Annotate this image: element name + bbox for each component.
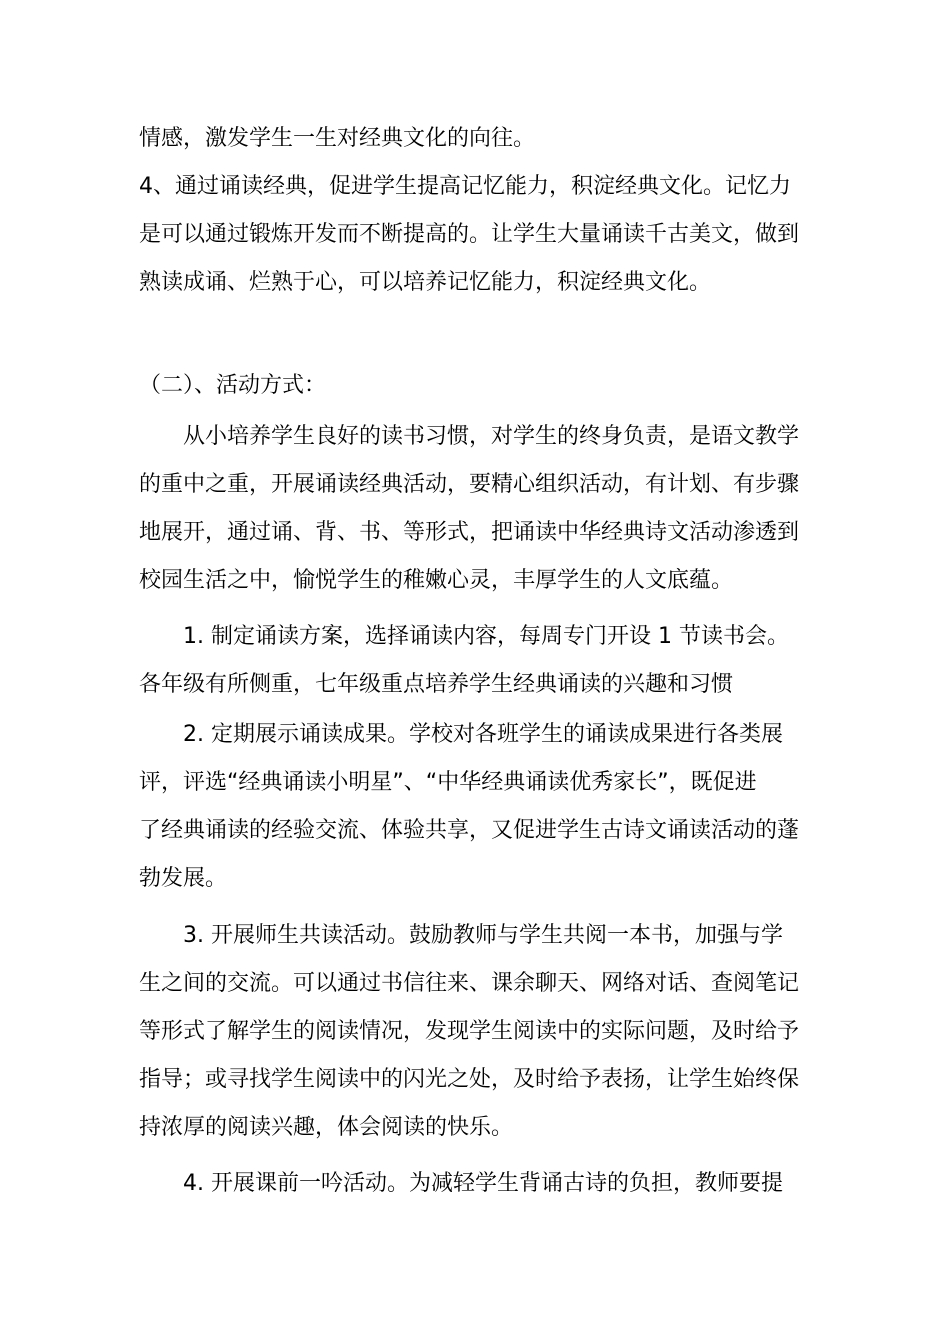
text-line: 了经典诵读的经验交流、体验共享，又促进学生古诗文诵读活动的蓬: [139, 818, 800, 843]
text-line: 勃发展。: [139, 866, 228, 891]
text-line: 3. 开展师生共读活动。鼓励教师与学生共阅一本书，加强与学: [183, 923, 783, 948]
text-line: 1. 制定诵读方案，选择诵读内容，每周专门开设 1 节读书会。: [183, 624, 789, 649]
text-line: 评，评选“经典诵读小明星”、“中华经典诵读优秀家长”，既促进: [139, 770, 757, 795]
text-line: 等形式了解学生的阅读情况，发现学生阅读中的实际问题，及时给予: [139, 1019, 800, 1044]
text-line: 熟读成诵、烂熟于心，可以培养记忆能力，积淀经典文化。: [139, 270, 712, 295]
text-line: 从小培养学生良好的读书习惯，对学生的终身负责，是语文教学: [183, 424, 800, 449]
paragraph-intro: [139, 413, 813, 605]
text-line: 校园生活之中，愉悦学生的稚嫩心灵，丰厚学生的人文底蕴。: [139, 568, 734, 593]
text-line: 指导；或寻找学生阅读中的闪光之处，及时给予表扬，让学生始终保: [139, 1067, 800, 1092]
paragraph-method-1: [139, 613, 813, 709]
paragraph-item-4: [139, 163, 813, 307]
text-line: 是可以通过锻炼开发而不断提高的。让学生大量诵读千古美文，做到: [139, 222, 800, 247]
text-line: 4、通过诵读经典，促进学生提高记忆能力，积淀经典文化。记忆力: [139, 174, 791, 199]
text-line: 持浓厚的阅读兴趣，体会阅读的快乐。: [139, 1115, 514, 1140]
paragraph-continuation: [139, 115, 813, 163]
paragraph-method-2: [139, 711, 813, 903]
text-line: 生之间的交流。可以通过书信往来、课余聊天、网络对话、查阅笔记: [139, 971, 800, 996]
text-line: 各年级有所侧重，七年级重点培养学生经典诵读的兴趣和习惯: [139, 672, 734, 697]
text-line: 2. 定期展示诵读成果。学校对各班学生的诵读成果进行各类展: [183, 722, 783, 747]
text-line: 情感，激发学生一生对经典文化的向往。: [139, 126, 536, 151]
section-heading: [139, 362, 813, 410]
text-line: 地展开，通过诵、背、书、等形式，把诵读中华经典诗文活动渗透到: [139, 520, 800, 545]
text-line: 的重中之重，开展诵读经典活动，要精心组织活动，有计划、有步骤: [139, 472, 800, 497]
text-line: 4. 开展课前一吟活动。为减轻学生背诵古诗的负担，教师要提: [183, 1171, 783, 1196]
heading-text: （二）、活动方式：: [139, 373, 327, 398]
paragraph-method-4: [139, 1160, 813, 1208]
paragraph-method-3: [139, 912, 813, 1152]
